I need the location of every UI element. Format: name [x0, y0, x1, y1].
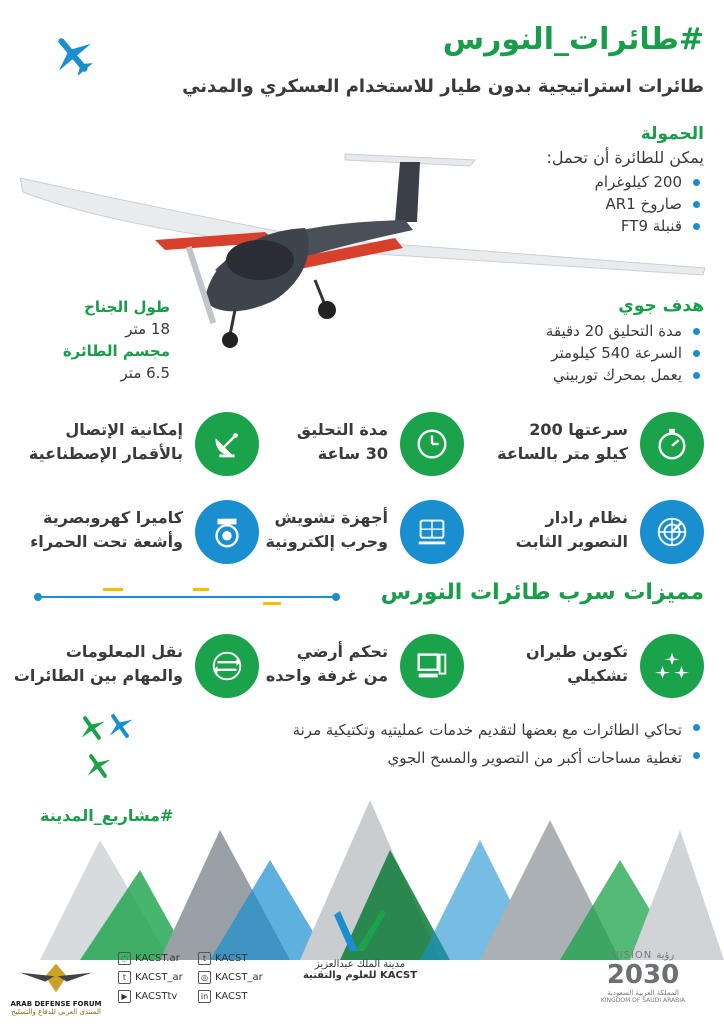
feature-formation-line2: تشكيلي: [567, 666, 628, 685]
camera-icon: [195, 500, 259, 564]
youtube-icon: ▶: [118, 990, 131, 1003]
vision-year: 2030: [606, 960, 680, 990]
projects-hashtag: #مشاريع_المدينة: [40, 806, 174, 825]
radar-icon: [640, 500, 704, 564]
social-links: [118, 952, 268, 1003]
social-link[interactable]: [118, 971, 198, 984]
feature-camera-line2: وأشعة تحت الحمراء: [30, 532, 183, 551]
feature-jamming-line1: أجهزة تشويش: [274, 508, 388, 527]
kacst-line2: للعلوم والتقنية KACST: [302, 970, 418, 981]
list-item: 200 كيلوغرام: [464, 171, 704, 193]
forum-name-ar: المنتدى العربي للدفاع والتسليح: [11, 1008, 101, 1016]
divider-line: [38, 596, 336, 598]
vision-label: VISION رؤية: [611, 950, 675, 961]
list-item: تحاكي الطائرات مع بعضها لتقديم خدمات عمليتيه وتكتيكية مرنة: [164, 716, 704, 744]
forum-name: ARAB DEFENSE FORUM: [10, 1000, 102, 1008]
air-target-section: [464, 296, 704, 386]
linkedin-icon: in: [198, 990, 211, 1003]
feature-camera-line1: كاميرا كهروبصرية: [43, 508, 183, 527]
social-link[interactable]: [198, 990, 268, 1003]
payload-section: [464, 124, 704, 237]
air-target-heading: هدف جوي: [618, 296, 704, 316]
dimensions-section: [60, 296, 170, 384]
swarm-heading: مميزات سرب طائرات النورس: [380, 580, 704, 605]
feature-ground-line2: من غرفة واحده: [265, 666, 388, 685]
vision-2030-logo: [588, 950, 698, 1016]
list-item: صاروخ AR1: [464, 193, 704, 215]
list-item: السرعة 540 كيلومتر: [464, 342, 704, 364]
feature-endurance-line2: 30 ساعة: [317, 444, 388, 463]
social-link[interactable]: [118, 990, 198, 1003]
feature-endurance: [254, 412, 464, 482]
vision-country-ar: المملكة العربية السعودية: [607, 989, 679, 997]
page-title: #طائرات_النورس: [442, 22, 704, 57]
instagram-icon: ◎: [198, 971, 211, 984]
wingspan-value: 18 متر: [125, 320, 170, 338]
social-handle: KACST_ar: [215, 972, 263, 983]
feature-formation: [484, 634, 704, 704]
payload-intro: يمكن للطائرة أن تحمل:: [546, 148, 704, 167]
feature-ground-line1: تحكم أرضي: [296, 642, 388, 661]
feature-transfer-line2: والمهام بين الطائرات: [13, 666, 183, 685]
page-subtitle: طائرات استراتيجية بدون طيار للاستخدام العسكري والمدني: [182, 76, 704, 97]
social-handle: KACST: [215, 991, 248, 1002]
feature-satellite-line1: إمكانية الإتصال: [65, 420, 183, 439]
body-value: 6.5 متر: [120, 364, 170, 382]
feature-camera: [19, 500, 259, 570]
clock-icon: [400, 412, 464, 476]
feature-speed-line1: سرعتها 200: [529, 420, 628, 439]
plane-swarm-icon: [70, 706, 140, 790]
list-item: تغطية مساحات أكبر من التصوير والمسح الجوي: [164, 744, 704, 772]
divider-dot: [34, 593, 42, 601]
social-link[interactable]: [198, 952, 268, 965]
computer-icon: [400, 634, 464, 698]
list-item: مدة التحليق 20 دقيقة: [464, 320, 704, 342]
body-label: مجسم الطائرة: [62, 342, 170, 360]
formation-icon: [640, 634, 704, 698]
divider-accent: [263, 602, 281, 605]
swarm-bullets: [164, 716, 704, 772]
divider-accent: [103, 588, 123, 591]
twitter-icon: t: [118, 971, 131, 984]
divider-dot: [332, 593, 340, 601]
feature-jamming: [254, 500, 464, 570]
wingspan-label: طول الجناح: [84, 298, 170, 316]
feature-satellite-line2: بالأقمار الإصطناعية: [28, 444, 183, 463]
payload-heading: الحمولة: [640, 124, 704, 144]
feature-transfer-line1: نقل المعلومات: [65, 642, 183, 661]
satellite-dish-icon: [195, 412, 259, 476]
feature-endurance-line1: مدة التحليق: [296, 420, 388, 439]
network-icon: [400, 500, 464, 564]
kacst-logo: [300, 905, 420, 1015]
list-item: يعمل بمحرك توربيني: [464, 364, 704, 386]
feature-speed-line2: كيلو متر بالساعة: [497, 444, 628, 463]
feature-jamming-line2: وحرب إلكترونية: [265, 532, 388, 551]
social-handle: KACST: [215, 953, 248, 964]
kacst-line1: مدينة الملك عبدالعزيز: [314, 959, 406, 970]
feature-satellite: [19, 412, 259, 482]
feature-speed: [484, 412, 704, 482]
social-handle: KACST.ar: [135, 953, 180, 964]
list-item: قنبلة FT9: [464, 215, 704, 237]
feature-formation-line1: تكوين طيران: [525, 642, 628, 661]
plane-icon: [48, 30, 98, 80]
feature-ground: [254, 634, 464, 704]
vision-country-en: KINGDOM OF SAUDI ARABIA: [600, 997, 686, 1004]
section-divider: [38, 596, 336, 598]
snapchat-icon: ◌: [118, 952, 131, 965]
stopwatch-icon: [640, 412, 704, 476]
social-handle: KACSTtv: [135, 991, 178, 1002]
forum-logo: [6, 960, 106, 1020]
feature-radar-line1: نظام رادار: [545, 508, 628, 527]
feature-transfer: [13, 634, 259, 704]
social-link[interactable]: [198, 971, 268, 984]
transfer-arrows-icon: [195, 634, 259, 698]
twitter-icon: t: [198, 952, 211, 965]
feature-radar-line2: التصوير الثابت: [515, 532, 628, 551]
air-target-list: [464, 320, 704, 386]
social-handle: KACST_ar: [135, 972, 183, 983]
payload-list: [464, 171, 704, 237]
feature-radar: [484, 500, 704, 570]
social-link[interactable]: [118, 952, 198, 965]
divider-accent: [193, 588, 209, 591]
